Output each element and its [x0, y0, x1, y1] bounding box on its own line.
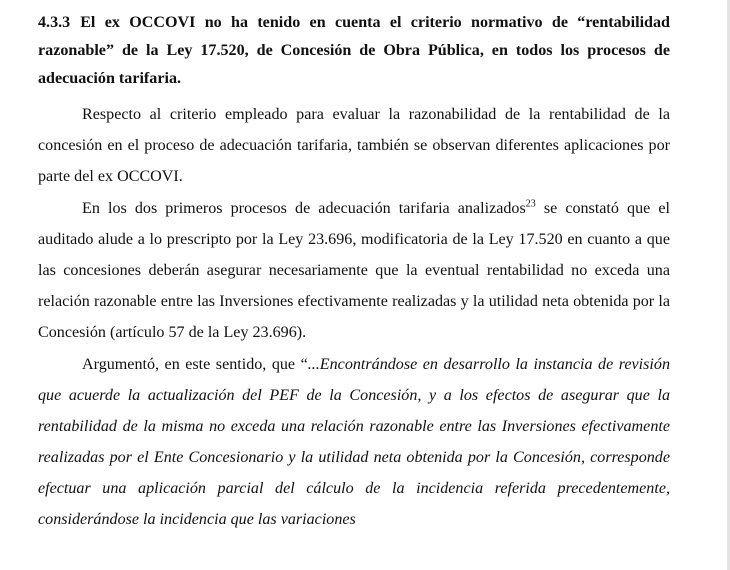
argument-quote: ...Encontrándose en desarrollo la instancia de revisión que acuerde la actualización del PEF de la Concesión, y a los efectos de asegurar que la rentabilidad de la misma no exceda una relación razonable entre las Inversiones efectivamente realizadas por el Ente Concesionario y la utilidad neta obtenida por la Concesión, corresponde efectuar una aplicación parcial del cálculo de la incidencia referida precedentemente, considerándose la incidencia que las variaciones: [38, 356, 670, 528]
footnote-marker[interactable]: 23: [525, 198, 536, 210]
section-heading: [38, 9, 670, 93]
paragraph-criteria: Respecto al criterio empleado para evaluar la razonabilidad de la rentabilidad de la concesión en el proceso de adecuación tarifaria, también se observan diferentes aplicaciones por parte del ex OCCOVI.: [38, 106, 670, 185]
paragraph-argument: [38, 349, 670, 535]
section-title: El ex OCCOVI no ha tenido en cuenta el criterio normativo de “rentabilidad razonable” de la Ley 17.520, de Concesión de Obra Pública, en todos los procesos de adecuación tarifaria.: [38, 14, 670, 87]
section-number: 4.3.3: [38, 14, 71, 31]
paragraph-first-processes: [38, 193, 670, 348]
paragraph-text-start: En los dos primeros procesos de adecuación tarifaria analizados: [82, 200, 526, 217]
paragraph-text-end: se constató que el auditado alude a lo prescripto por la Ley 23.696, modificatoria de la Ley 17.520 en cuanto a que las concesiones deberán asegurar necesariamente que la eventual rentabilidad no exceda una relación razonable entre las Inversiones efectivamente realizadas y la utilidad neta obtenida por la Concesión (artículo 57 de la Ley 23.696).: [38, 200, 670, 341]
argument-lead: Argumentó, en este sentido, que “: [82, 356, 308, 373]
